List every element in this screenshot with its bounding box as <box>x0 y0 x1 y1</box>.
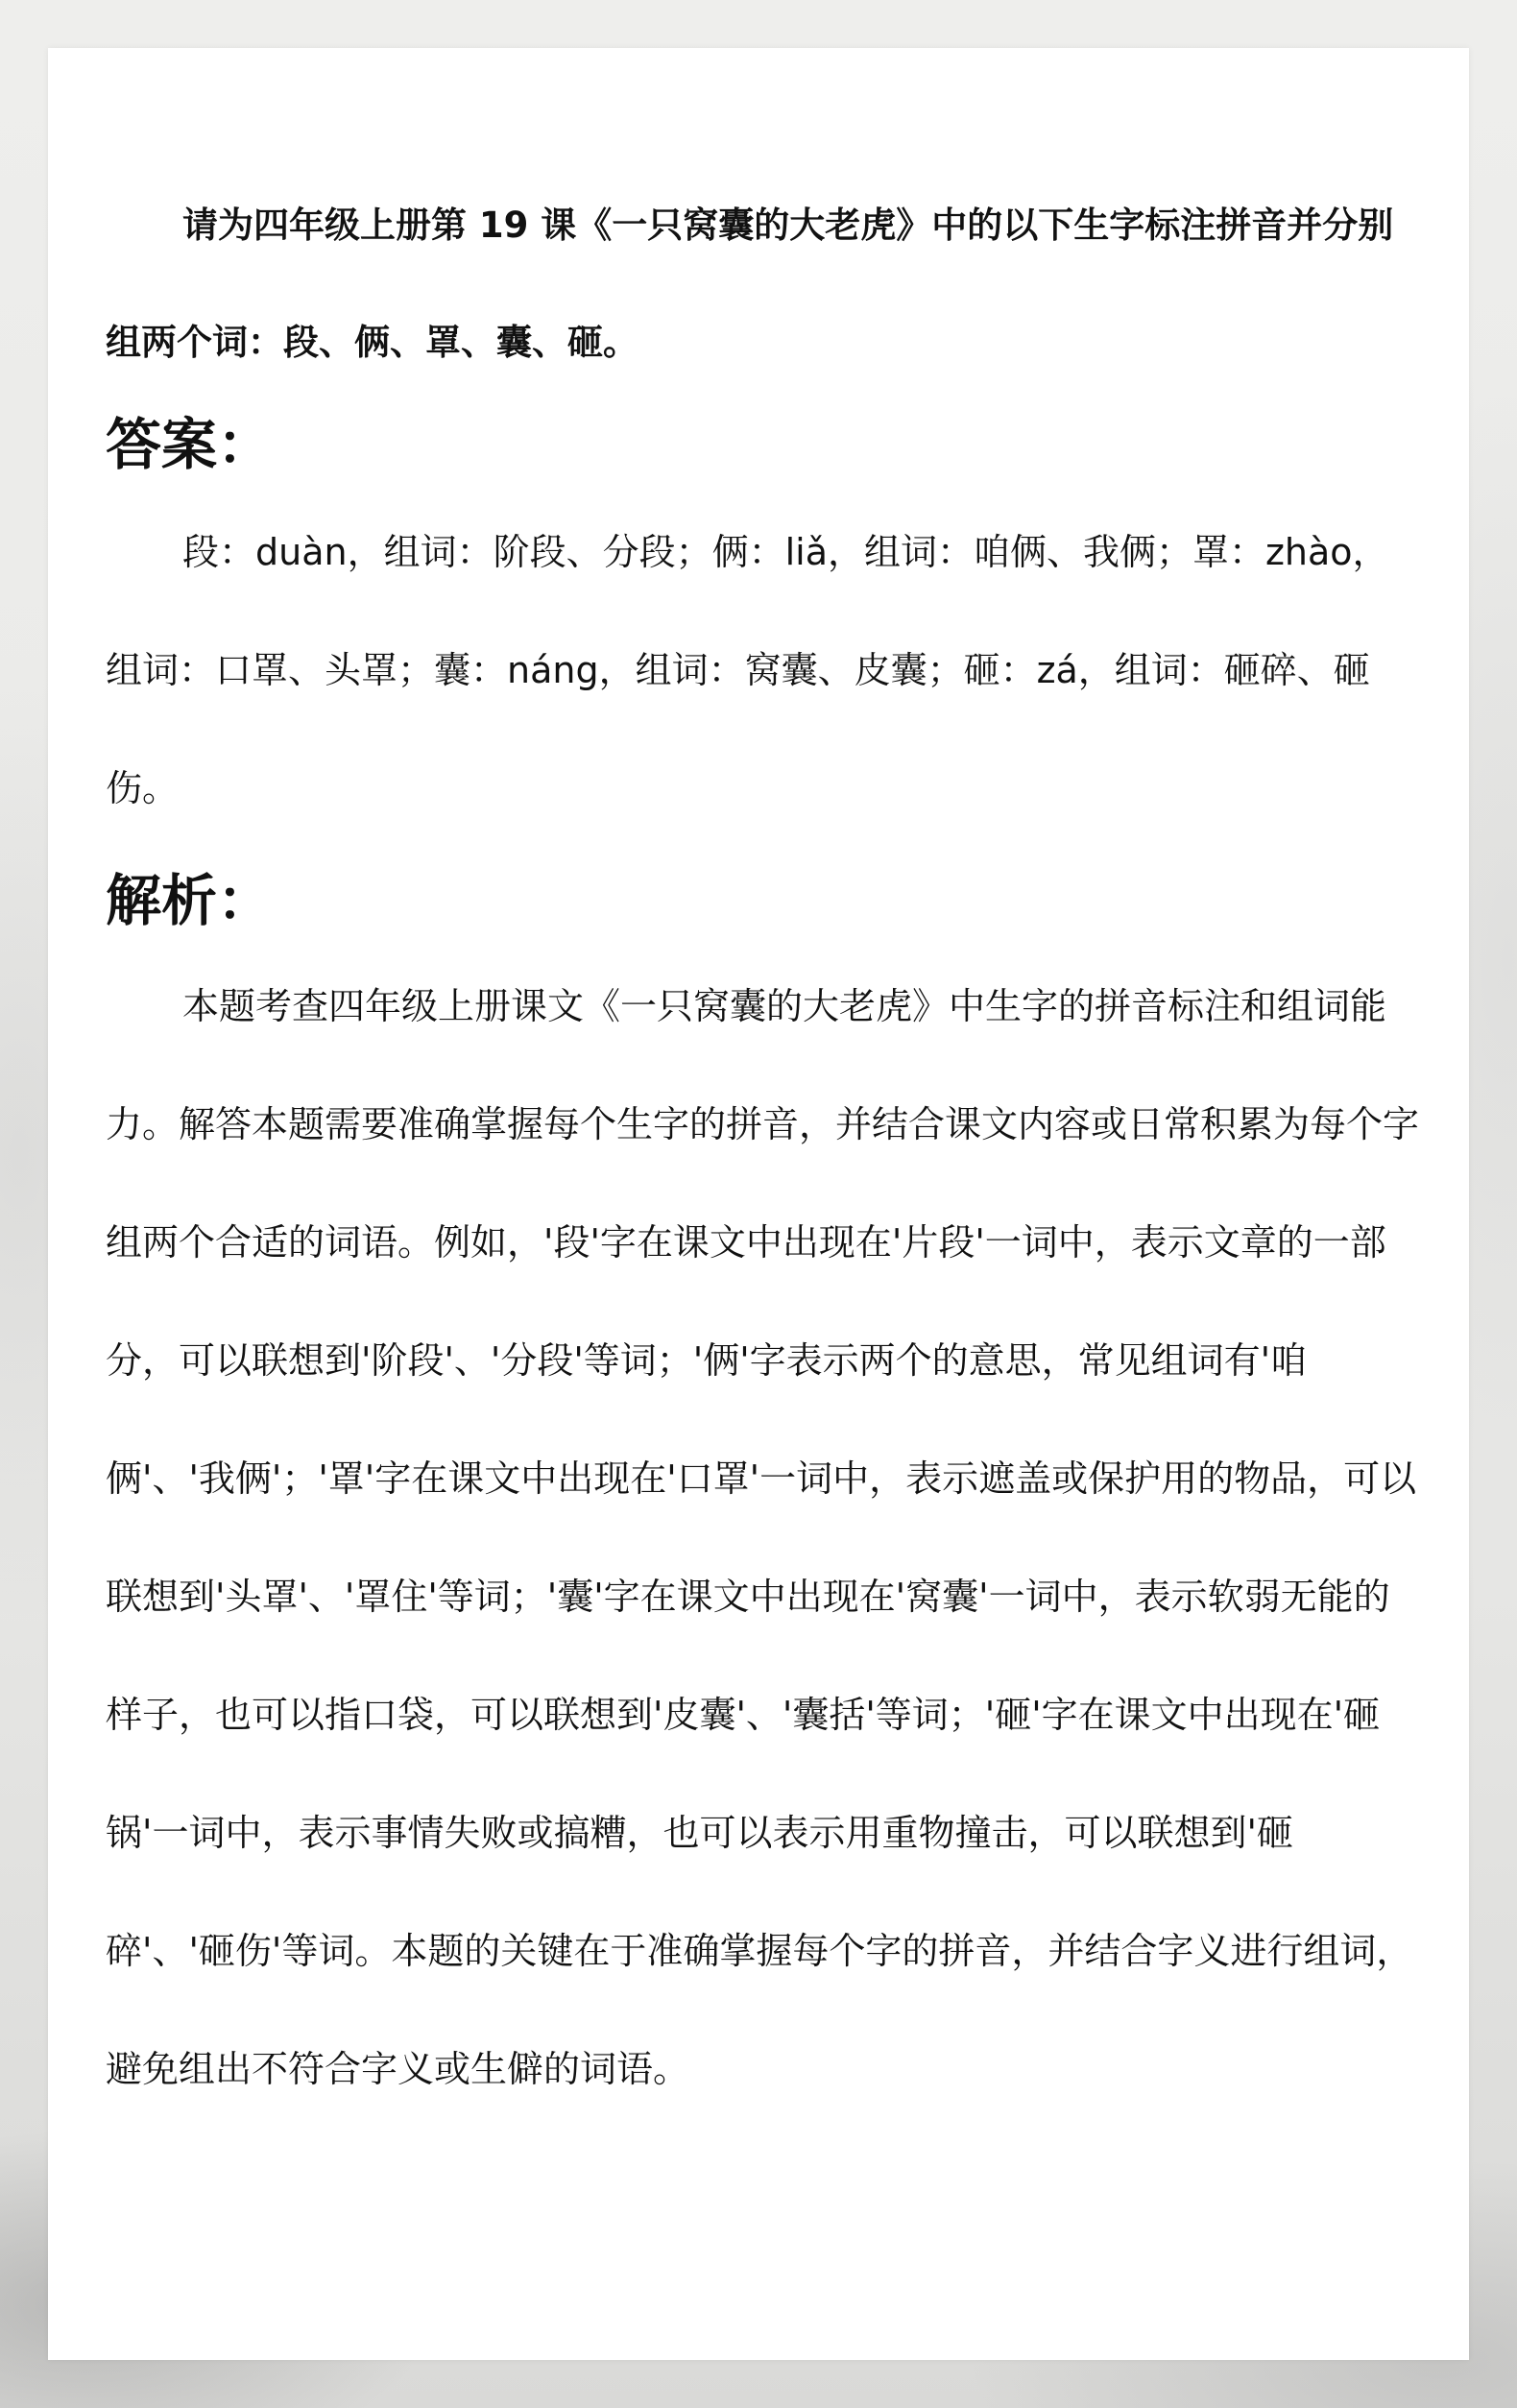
answer-text: 段：duàn，组词：阶段、分段；俩：liǎ，组词：咱俩、我俩；罩：zhào，组词：口罩、头罩；囊：náng，组词：窝囊、皮囊；砸：zá，组词：砸碎、砸伤。 <box>106 531 1389 809</box>
document-content <box>106 144 1421 2129</box>
analysis-text: 本题考查四年级上册课文《一只窝囊的大老虎》中生字的拼音标注和组词能力。解答本题需要准确掌握每个生字的拼音，并结合课文内容或日常积累为每个字组两个合适的词语。例如，'段'字在课文中出现在'片段'一词中，表示文章的一部分，可以联想到'阶段'、'分段'等词；'俩'字表示两个的意思，常见组词有'咱俩'、'我俩'；'罩'字在课文中出现在'口罩'一词中，表示遮盖或保护用的物品，可以联想到'头罩'、'罩住'等词；'囊'字在课文中出现在'窝囊'一词中，表示软弱无能的样子，也可以指口袋，可以联想到'皮囊'、'囊括'等词；'砸'字在课文中出现在'砸锅'一词中，表示事情失败或搞糟，也可以表示用重物撞击，可以联想到'砸碎'、'砸伤'等词。本题的关键在于准确掌握每个字的拼音，并结合字义进行组词，避免组出不符合字义或生僻的词语。 <box>106 985 1420 2090</box>
paper-sheet <box>48 48 1469 2360</box>
analysis-heading: 解析： <box>106 868 274 933</box>
question-text: 请为四年级上册第 19 课《一只窝囊的大老虎》中的以下生字标注拼音并分别组两个词：段、俩、罩、囊、砸。 <box>106 205 1394 363</box>
answer-heading: 答案： <box>106 412 274 477</box>
